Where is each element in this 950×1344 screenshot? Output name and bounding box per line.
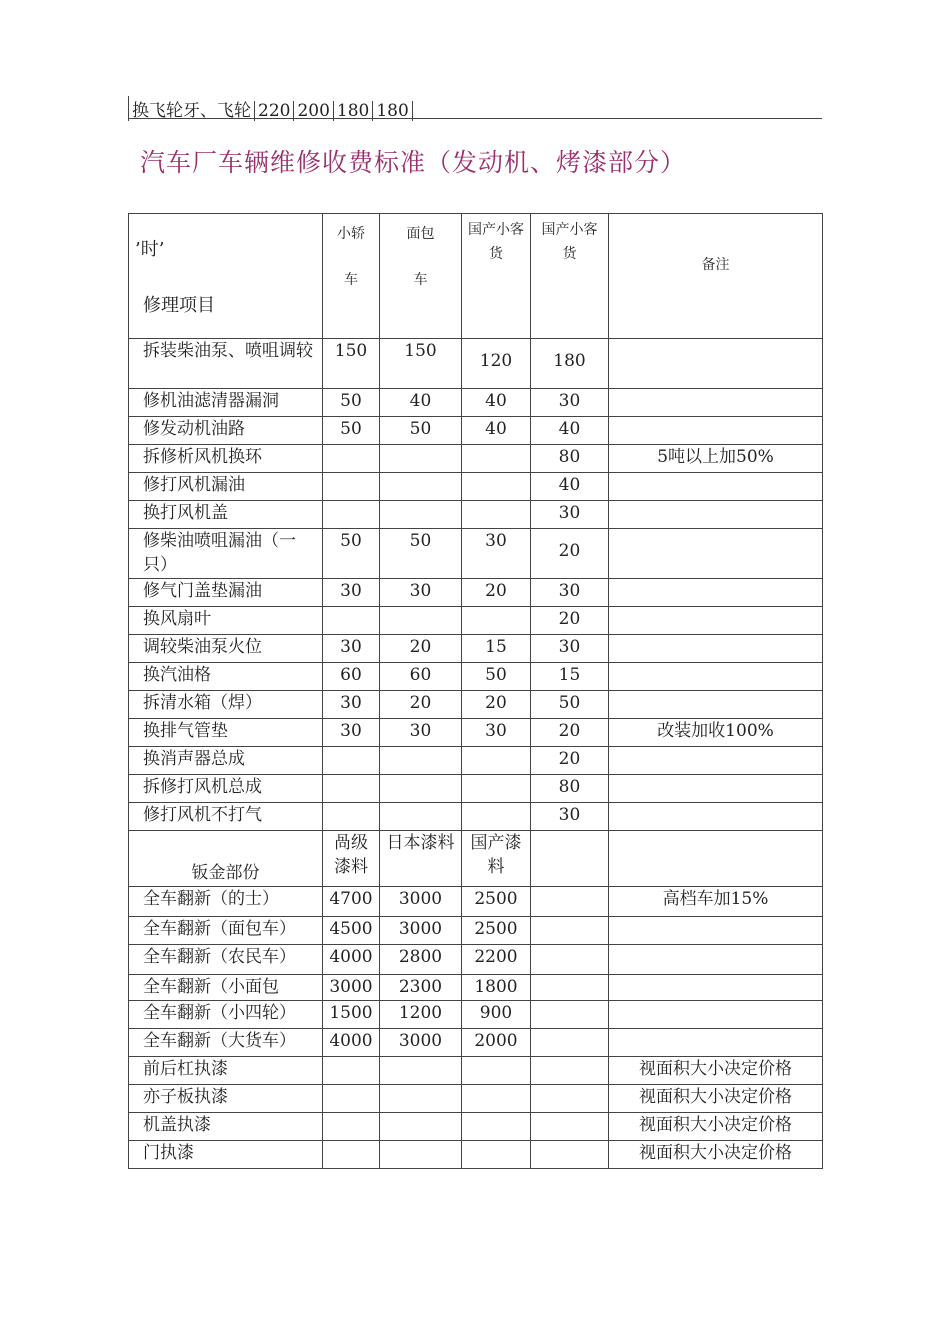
repair-item: 换汽油格 bbox=[129, 663, 323, 691]
paint-fee-value: 3000 bbox=[380, 887, 462, 917]
fee-value: 20 bbox=[380, 691, 462, 719]
fee-value: 80 bbox=[531, 445, 609, 473]
fee-value bbox=[323, 747, 380, 775]
fee-value: 30 bbox=[380, 719, 462, 747]
paint-item: 前后杠执漆 bbox=[129, 1057, 323, 1085]
fee-value: 50 bbox=[323, 417, 380, 445]
repair-item: 修机油滤清器漏洞 bbox=[129, 389, 323, 417]
fee-value bbox=[462, 607, 531, 635]
fee-value bbox=[462, 775, 531, 803]
header-item-label: 修理项目 bbox=[143, 295, 215, 316]
fee-value: 30 bbox=[323, 579, 380, 607]
table-row bbox=[129, 719, 823, 747]
table-row bbox=[129, 607, 823, 635]
paint-item: 亦子板执漆 bbox=[129, 1085, 323, 1113]
remark-cell bbox=[609, 945, 823, 975]
fee-value: 30 bbox=[462, 529, 531, 579]
sheet-metal-label: 钣金部份 bbox=[129, 831, 323, 887]
paint-item: 全车翻新（小面包 bbox=[129, 975, 323, 1001]
fee-value: 30 bbox=[531, 389, 609, 417]
fee-value: 40 bbox=[380, 389, 462, 417]
table-row bbox=[129, 1141, 823, 1169]
paint-item: 全车翻新（面包车） bbox=[129, 917, 323, 945]
header-japan-paint: 日本漆料 bbox=[380, 831, 462, 887]
fee-value: 30 bbox=[462, 719, 531, 747]
paint-header-row bbox=[129, 831, 823, 887]
paint-item: 门执漆 bbox=[129, 1141, 323, 1169]
table-row bbox=[129, 775, 823, 803]
remark-cell bbox=[609, 691, 823, 719]
paint-item: 机盖执漆 bbox=[129, 1113, 323, 1141]
remark-cell bbox=[609, 339, 823, 389]
remark-cell bbox=[609, 473, 823, 501]
paint-item: 全车翻新（小四轮） bbox=[129, 1001, 323, 1029]
header-mark: ’时’ bbox=[135, 239, 165, 260]
remark-cell: 视面积大小决定价格 bbox=[609, 1141, 823, 1169]
remark-cell bbox=[609, 747, 823, 775]
table-row bbox=[129, 1057, 823, 1085]
header-van: 面包 车 bbox=[380, 214, 462, 339]
paint-item: 全车翻新（大货车） bbox=[129, 1029, 323, 1057]
fee-value bbox=[462, 473, 531, 501]
fee-value bbox=[380, 747, 462, 775]
fee-value: 60 bbox=[380, 663, 462, 691]
empty-cell bbox=[531, 1001, 609, 1029]
fee-table bbox=[128, 213, 823, 1169]
paint-fee-value bbox=[462, 1113, 531, 1141]
remark-cell bbox=[609, 501, 823, 529]
table-row bbox=[129, 501, 823, 529]
remark-cell bbox=[609, 775, 823, 803]
fee-value: 20 bbox=[531, 529, 609, 579]
paint-fee-value bbox=[323, 1113, 380, 1141]
fee-value bbox=[462, 501, 531, 529]
empty-cell bbox=[531, 1141, 609, 1169]
fee-value: 20 bbox=[531, 719, 609, 747]
fee-value bbox=[380, 607, 462, 635]
paint-fee-value: 2000 bbox=[462, 1029, 531, 1057]
table-row bbox=[129, 579, 823, 607]
remark-cell: 5吨以上加50% bbox=[609, 445, 823, 473]
fee-value: 15 bbox=[531, 663, 609, 691]
fee-value bbox=[462, 445, 531, 473]
header-domestic-paint: 国产漆料 bbox=[462, 831, 531, 887]
empty-cell bbox=[531, 1085, 609, 1113]
repair-item: 换打风机盖 bbox=[129, 501, 323, 529]
table-row bbox=[129, 1001, 823, 1029]
table-row bbox=[129, 945, 823, 975]
header-domestic-light-2: 国产小客货 bbox=[531, 214, 609, 339]
paint-fee-value bbox=[380, 1113, 462, 1141]
previous-row-value: 180 bbox=[333, 101, 372, 121]
repair-item: 拆装柴油泵、喷咀调较 bbox=[129, 339, 323, 389]
fee-value bbox=[323, 607, 380, 635]
paint-item: 全车翻新（农民车） bbox=[129, 945, 323, 975]
fee-value: 50 bbox=[531, 691, 609, 719]
paint-fee-value bbox=[462, 1141, 531, 1169]
fee-value: 150 bbox=[323, 339, 380, 389]
table-row bbox=[129, 473, 823, 501]
paint-fee-value: 2500 bbox=[462, 917, 531, 945]
paint-fee-value: 4500 bbox=[323, 917, 380, 945]
table-row bbox=[129, 389, 823, 417]
paint-fee-value: 3000 bbox=[323, 975, 380, 1001]
repair-item: 拆修打风机总成 bbox=[129, 775, 323, 803]
empty-cell bbox=[531, 945, 609, 975]
table-row bbox=[129, 1113, 823, 1141]
paint-fee-value bbox=[462, 1057, 531, 1085]
remark-cell bbox=[609, 389, 823, 417]
fee-value: 150 bbox=[380, 339, 462, 389]
table-row bbox=[129, 445, 823, 473]
paint-fee-value: 2500 bbox=[462, 887, 531, 917]
header-remark: 备注 bbox=[609, 214, 823, 339]
remark-cell: 视面积大小决定价格 bbox=[609, 1113, 823, 1141]
fee-value bbox=[462, 747, 531, 775]
paint-fee-value: 3000 bbox=[380, 917, 462, 945]
fee-value bbox=[380, 803, 462, 831]
fee-value: 30 bbox=[323, 635, 380, 663]
fee-value bbox=[323, 473, 380, 501]
repair-item: 拆清水箱（焊） bbox=[129, 691, 323, 719]
table-row bbox=[129, 1029, 823, 1057]
repair-item: 修柴油喷咀漏油（一只） bbox=[129, 529, 323, 579]
fee-value: 30 bbox=[531, 803, 609, 831]
fee-value: 50 bbox=[380, 529, 462, 579]
header-sedan: 小轿 车 bbox=[323, 214, 380, 339]
remark-cell: 改装加收100% bbox=[609, 719, 823, 747]
table-row bbox=[129, 417, 823, 445]
fee-value: 50 bbox=[462, 663, 531, 691]
remark-cell bbox=[609, 1029, 823, 1057]
empty-cell bbox=[609, 831, 823, 887]
remark-cell bbox=[609, 975, 823, 1001]
remark-cell bbox=[609, 663, 823, 691]
fee-value: 30 bbox=[531, 501, 609, 529]
paint-fee-value: 2200 bbox=[462, 945, 531, 975]
remark-cell: 视面积大小决定价格 bbox=[609, 1085, 823, 1113]
repair-item: 修打风机不打气 bbox=[129, 803, 323, 831]
paint-fee-value: 3000 bbox=[380, 1029, 462, 1057]
fee-value bbox=[380, 445, 462, 473]
table-row bbox=[129, 635, 823, 663]
fee-value: 30 bbox=[531, 635, 609, 663]
empty-cell bbox=[531, 1113, 609, 1141]
paint-item: 全车翻新（的士） bbox=[129, 887, 323, 917]
empty-cell bbox=[531, 1057, 609, 1085]
remark-cell bbox=[609, 579, 823, 607]
repair-item: 调较柴油泵火位 bbox=[129, 635, 323, 663]
repair-item: 拆修析风机换环 bbox=[129, 445, 323, 473]
remark-cell bbox=[609, 803, 823, 831]
paint-fee-value: 1200 bbox=[380, 1001, 462, 1029]
previous-row-item: 换飞轮牙、飞轮 bbox=[128, 96, 254, 121]
repair-item: 修气门盖垫漏油 bbox=[129, 579, 323, 607]
fee-value: 80 bbox=[531, 775, 609, 803]
empty-cell bbox=[531, 975, 609, 1001]
previous-row-value: 220 bbox=[254, 101, 293, 121]
previous-row-fragment bbox=[128, 96, 822, 119]
paint-fee-value: 4000 bbox=[323, 1029, 380, 1057]
fee-value: 20 bbox=[462, 579, 531, 607]
fee-value: 30 bbox=[323, 691, 380, 719]
paint-fee-value: 2800 bbox=[380, 945, 462, 975]
paint-fee-value bbox=[323, 1141, 380, 1169]
remark-cell: 高档车加15% bbox=[609, 887, 823, 917]
repair-item: 换消声器总成 bbox=[129, 747, 323, 775]
paint-fee-value bbox=[380, 1057, 462, 1085]
table-row bbox=[129, 339, 823, 389]
fee-value: 15 bbox=[462, 635, 531, 663]
fee-value: 50 bbox=[323, 529, 380, 579]
fee-value: 50 bbox=[323, 389, 380, 417]
paint-fee-value: 4000 bbox=[323, 945, 380, 975]
fee-value: 60 bbox=[323, 663, 380, 691]
table-row bbox=[129, 529, 823, 579]
table-row bbox=[129, 663, 823, 691]
repair-item: 修发动机油路 bbox=[129, 417, 323, 445]
table-row bbox=[129, 803, 823, 831]
table-row bbox=[129, 1085, 823, 1113]
fee-value: 50 bbox=[380, 417, 462, 445]
header-domestic-light-1: 国产小客货 bbox=[462, 214, 531, 339]
paint-fee-value bbox=[380, 1085, 462, 1113]
table-row bbox=[129, 747, 823, 775]
paint-fee-value: 900 bbox=[462, 1001, 531, 1029]
fee-value: 20 bbox=[531, 607, 609, 635]
empty-cell bbox=[531, 887, 609, 917]
fee-value bbox=[323, 803, 380, 831]
repair-item: 换排气管垫 bbox=[129, 719, 323, 747]
repair-item: 修打风机漏油 bbox=[129, 473, 323, 501]
fee-value: 20 bbox=[531, 747, 609, 775]
fee-value bbox=[380, 775, 462, 803]
fee-value: 40 bbox=[462, 417, 531, 445]
paint-fee-value bbox=[380, 1141, 462, 1169]
fee-value: 40 bbox=[462, 389, 531, 417]
table-row bbox=[129, 917, 823, 945]
fee-value: 40 bbox=[531, 417, 609, 445]
paint-fee-value: 2300 bbox=[380, 975, 462, 1001]
empty-cell bbox=[531, 1029, 609, 1057]
fee-value: 40 bbox=[531, 473, 609, 501]
paint-fee-value: 1800 bbox=[462, 975, 531, 1001]
paint-fee-value: 4700 bbox=[323, 887, 380, 917]
fee-value bbox=[323, 445, 380, 473]
table-row bbox=[129, 887, 823, 917]
remark-cell bbox=[609, 417, 823, 445]
remark-cell: 视面积大小决定价格 bbox=[609, 1057, 823, 1085]
fee-value: 20 bbox=[380, 635, 462, 663]
table-row bbox=[129, 975, 823, 1001]
empty-cell bbox=[531, 917, 609, 945]
fee-value: 20 bbox=[462, 691, 531, 719]
remark-cell bbox=[609, 529, 823, 579]
empty-cell bbox=[531, 831, 609, 887]
paint-fee-value bbox=[323, 1085, 380, 1113]
fee-value: 30 bbox=[380, 579, 462, 607]
fee-value: 30 bbox=[531, 579, 609, 607]
remark-cell bbox=[609, 917, 823, 945]
fee-value bbox=[380, 501, 462, 529]
table-row bbox=[129, 691, 823, 719]
header-item-cell bbox=[129, 214, 323, 339]
previous-row-value: 200 bbox=[293, 101, 332, 121]
paint-fee-value bbox=[323, 1057, 380, 1085]
paint-fee-value: 1500 bbox=[323, 1001, 380, 1029]
fee-value bbox=[380, 473, 462, 501]
fee-value: 180 bbox=[531, 339, 609, 389]
remark-cell bbox=[609, 607, 823, 635]
remark-cell bbox=[609, 1001, 823, 1029]
fee-value bbox=[462, 803, 531, 831]
header-premium-paint: 咼级漆料 bbox=[323, 831, 380, 887]
remark-cell bbox=[609, 635, 823, 663]
page-title: 汽车厂车辆维修收费标准（发动机、烤漆部分） bbox=[140, 148, 687, 177]
fee-value: 120 bbox=[462, 339, 531, 389]
paint-fee-value bbox=[462, 1085, 531, 1113]
fee-value bbox=[323, 501, 380, 529]
fee-value: 30 bbox=[323, 719, 380, 747]
table-header-row bbox=[129, 214, 823, 339]
fee-value bbox=[323, 775, 380, 803]
previous-row-value: 180 bbox=[372, 101, 412, 121]
repair-item: 换风扇叶 bbox=[129, 607, 323, 635]
